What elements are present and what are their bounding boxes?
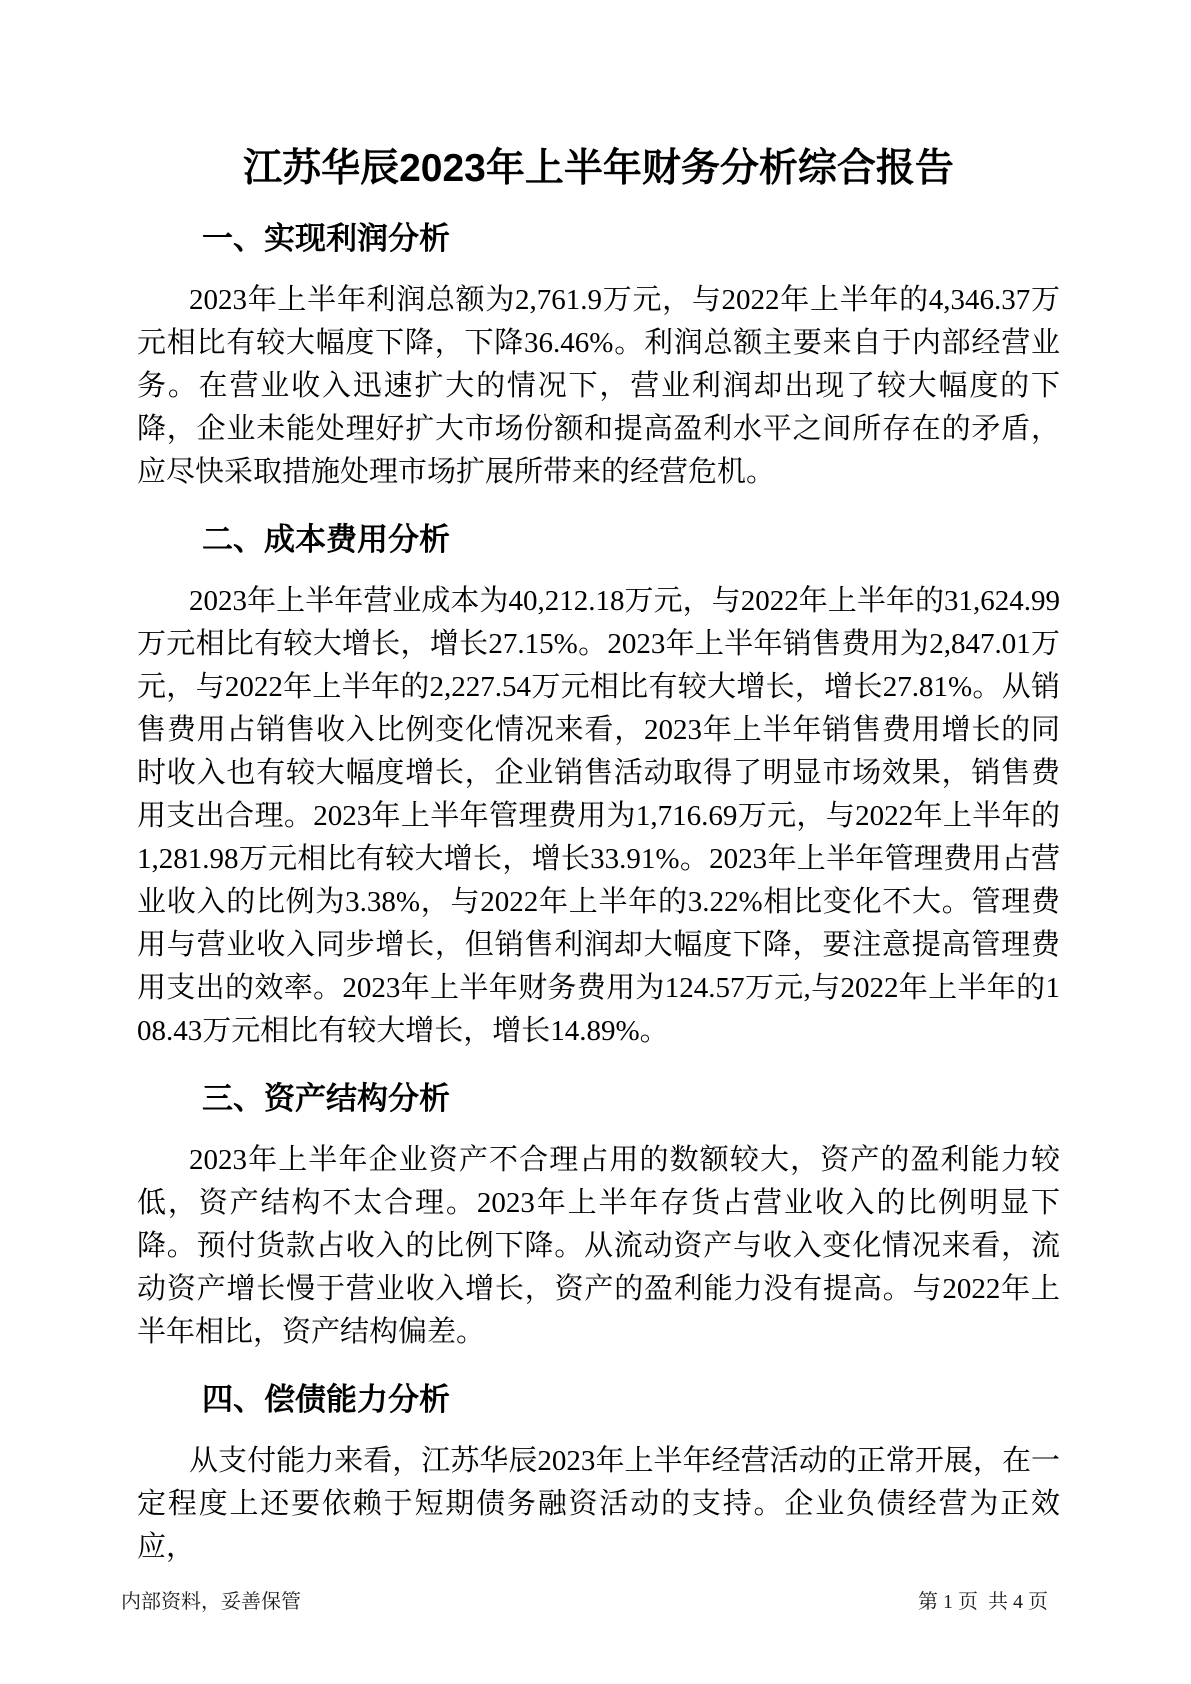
section-profit-analysis <box>137 219 1060 494</box>
section-heading-asset-structure: 三、资产结构分析 <box>202 1081 450 1116</box>
section-heading-cost-expense: 二、成本费用分析 <box>202 522 450 557</box>
footer-page-number: 第 1 页 共 4 页 <box>918 1591 1048 1613</box>
section-paragraph-cost-expense: 2023年上半年营业成本为40,212.18万元，与2022年上半年的31,624.99万元相比有较大增长，增长27.15%。2023年上半年销售费用为2,847.01万元，与2022年上半年的2,227.54万元相比有较大增长，增长27.81%。从销售费用占销售收入比例变化情况来看，2023年上半年销售费用增长的同时收入也有较大幅度增长，企业销售活动取得了明显市场效果，销售费用支出合理。2023年上半年管理费用为1,716.69万元，与2022年上半年的1,281.98万元相比有较大增长，增长33.91%。2023年上半年管理费用占营业收入的比例为3.38%，与2022年上半年的3.22%相比变化不大。管理费用与营业收入同步增长，但销售利润却大幅度下降，要注意提高管理费用支出的效率。2023年上半年财务费用为124.57万元,与2022年上半年的108.43万元相比有较大增长，增长14.89%。 <box>137 585 1060 1047</box>
section-paragraph-solvency: 从支付能力来看，江苏华辰2023年上半年经营活动的正常开展，在一定程度上还要依赖于短期债务融资活动的支持。企业负债经营为正效应， <box>137 1445 1060 1563</box>
section-heading-profit: 一、实现利润分析 <box>202 221 450 256</box>
footer-confidential-note: 内部资料，妥善保管 <box>121 1591 301 1613</box>
section-heading-solvency: 四、偿债能力分析 <box>202 1382 450 1417</box>
document-title: 江苏华辰2023年上半年财务分析综合报告 <box>243 147 954 190</box>
section-paragraph-asset-structure: 2023年上半年企业资产不合理占用的数额较大，资产的盈利能力较低，资产结构不太合理。2023年上半年存货占营业收入的比例明显下降。预付货款占收入的比例下降。从流动资产与收入变化情况来看，流动资产增长慢于营业收入增长，资产的盈利能力没有提高。与2022年上半年相比，资产结构偏差。 <box>137 1144 1060 1348</box>
section-solvency-analysis <box>137 1380 1060 1569</box>
section-paragraph-profit: 2023年上半年利润总额为2,761.9万元，与2022年上半年的4,346.37万元相比有较大幅度下降，下降36.46%。利润总额主要来自于内部经营业务。在营业收入迅速扩大的情况下，营业利润却出现了较大幅度的下降，企业未能处理好扩大市场份额和提高盈利水平之间所存在的矛盾，应尽快采取措施处理市场扩展所带来的经营危机。 <box>137 284 1060 488</box>
section-asset-structure-analysis <box>137 1079 1060 1354</box>
page-footer <box>0 1585 1191 1615</box>
section-cost-expense-analysis <box>137 520 1060 1053</box>
